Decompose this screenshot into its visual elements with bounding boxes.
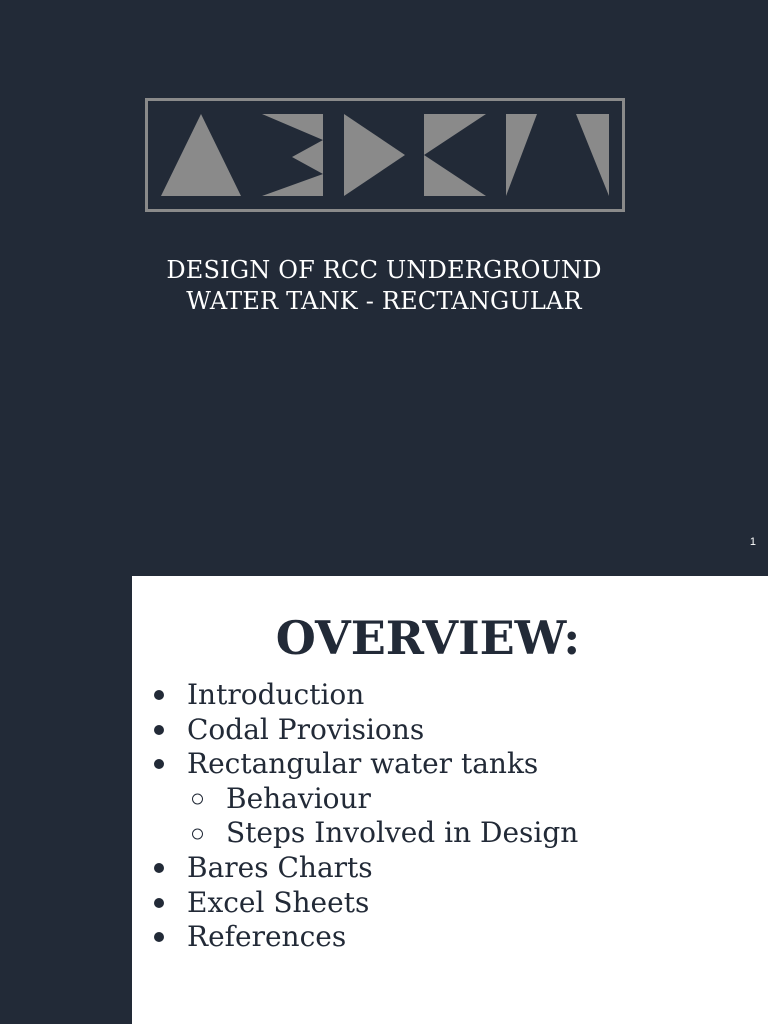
triangles-logo-icon [145,98,625,212]
sub-list-item [154,816,578,851]
overview-list [154,678,578,955]
filled-bullet-icon [154,725,164,735]
list-item-text: Behaviour [226,781,371,815]
list-item-text: Excel Sheets [187,885,370,919]
hollow-bullet-icon [192,828,203,839]
filled-bullet-icon [154,863,164,873]
list-item [154,678,578,713]
filled-bullet-icon [154,932,164,942]
list-item [154,747,578,782]
filled-bullet-icon [154,898,164,908]
list-item-text: Introduction [187,678,365,711]
overview-heading: OVERVIEW: [275,611,581,665]
list-item [154,851,578,886]
slide-title [0,255,768,317]
list-item [154,713,578,748]
overview-slide [132,576,768,1024]
slide-title-line2: WATER TANK - RECTANGULAR [186,287,582,315]
hollow-bullet-icon [192,794,203,805]
list-item [154,886,578,921]
list-item-text: References [187,920,347,954]
list-item-text: Bares Charts [187,850,373,884]
list-item-text: Codal Provisions [187,712,425,746]
list-item [154,920,578,955]
sub-list-item [154,782,578,817]
list-item-text: Rectangular water tanks [187,747,539,781]
slide-title-line1: DESIGN OF RCC UNDERGROUND [166,256,602,284]
list-item-text: Steps Involved in Design [226,816,579,850]
filled-bullet-icon [154,759,164,769]
filled-bullet-icon [154,690,164,700]
page-number: 1 [749,536,756,548]
